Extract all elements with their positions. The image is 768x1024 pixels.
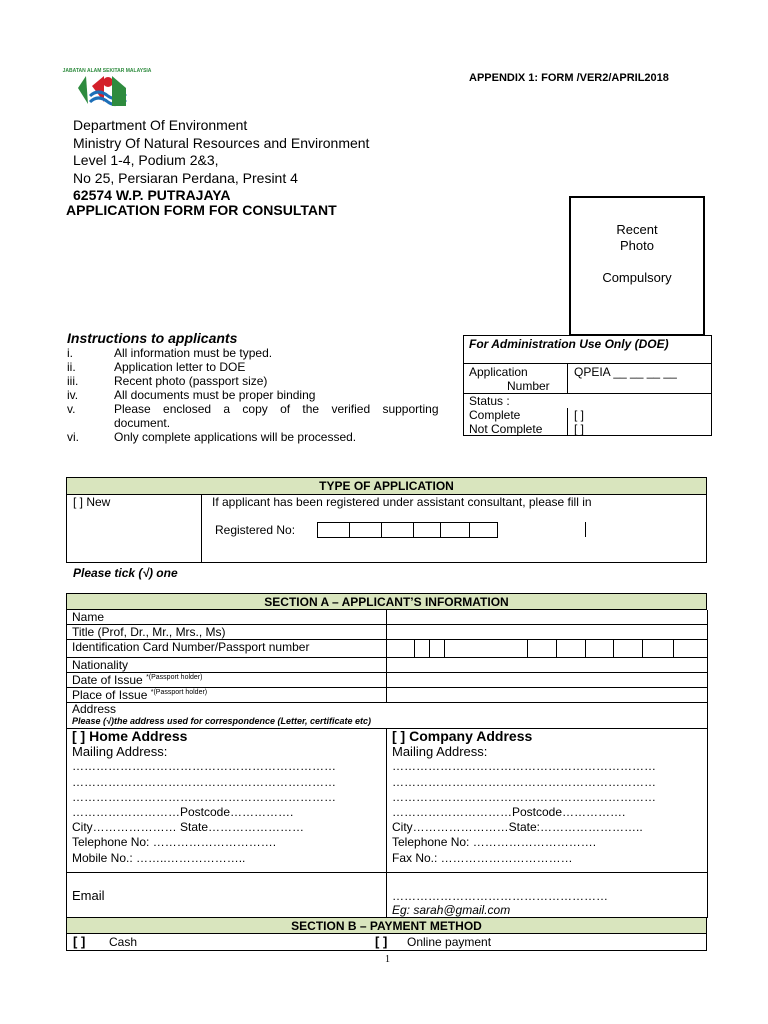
registered-no-field[interactable] (317, 522, 498, 538)
ic-label: Identification Card Number/Passport number (67, 640, 387, 658)
instructions-title: Instructions to applicants (67, 330, 238, 346)
company-address-checkbox[interactable]: [ ] Company Address (392, 728, 533, 744)
section-b (66, 917, 707, 951)
text-cursor (585, 522, 586, 537)
type-of-application-box (66, 477, 707, 563)
email-example: Eg: sarah@gmail.com (392, 903, 511, 917)
title-input[interactable] (387, 625, 708, 640)
title-label: Title (Prof, Dr., Mr., Mrs., Ms) (67, 625, 387, 640)
applicant-info-table (66, 610, 708, 918)
company-mailing-line[interactable]: ………………………………………………………… (392, 789, 656, 804)
email-label: Email (67, 873, 387, 918)
home-address-checkbox[interactable]: [ ] Home Address (72, 728, 188, 744)
email-input[interactable]: ……………………………………………… (392, 889, 608, 903)
registered-instruction: If applicant has been registered under assistant consultant, please fill in (212, 495, 592, 509)
address-label: Address (72, 702, 117, 716)
doe-logo (62, 58, 152, 114)
cash-checkbox[interactable]: [ ] (73, 934, 86, 949)
home-mailing-line[interactable]: ………………………………………………………… (72, 759, 336, 774)
new-application-option[interactable]: [ ] New (73, 495, 111, 509)
section-a-header: SECTION A – APPLICANT’S INFORMATION (66, 593, 707, 610)
home-postcode[interactable]: ………………………Postcode……………. (72, 805, 294, 820)
home-mailing-line[interactable]: ………………………………………………………… (72, 774, 336, 789)
address-row (67, 703, 708, 729)
nationality-input[interactable] (387, 658, 708, 673)
status-label: Status : (469, 394, 510, 408)
company-mailing-line[interactable]: ………………………………………………………… (392, 774, 656, 789)
passport-holder-note: *(Passport holder) (146, 674, 203, 681)
company-fax[interactable]: Fax No.: …………………………… (392, 850, 573, 865)
page-number: 1 (385, 954, 390, 965)
not-complete-label: Not Complete (469, 422, 543, 436)
complete-checkbox[interactable]: [ ] (574, 408, 585, 422)
admin-box (463, 335, 712, 436)
cash-label: Cash (109, 935, 138, 949)
company-address-cell (387, 729, 708, 873)
company-city-state[interactable]: City……………………State:…………………….. (392, 820, 643, 835)
photo-box (569, 196, 705, 336)
tick-note: Please tick (√) one (73, 566, 178, 580)
date-of-issue-input[interactable] (387, 673, 708, 688)
form-title: APPLICATION FORM FOR CONSULTANT (66, 202, 337, 218)
address-note: Please (√)the address used for correspondence (Letter, certificate etc) (72, 716, 372, 726)
application-number-value: QPEIA __ __ __ __ (574, 365, 677, 379)
admin-title: For Administration Use Only (DOE) (469, 337, 669, 351)
online-payment-label: Online payment (407, 935, 492, 949)
place-of-issue-input[interactable] (387, 688, 708, 703)
home-address-cell (67, 729, 387, 873)
home-mailing-line[interactable]: ………………………………………………………… (72, 789, 336, 804)
ic-input[interactable] (387, 640, 708, 658)
not-complete-checkbox[interactable]: [ ] (574, 422, 585, 436)
date-of-issue-label: Date of Issue $^{*(Passport holder)}$ (67, 673, 387, 688)
section-a (66, 593, 707, 918)
svg-text:JABATAN ALAM SEKITAR MALAYSIA: JABATAN ALAM SEKITAR MALAYSIA (62, 68, 152, 74)
home-telephone[interactable]: Telephone No: …………………………. (72, 835, 277, 850)
list-item-continuation: document. (114, 416, 171, 430)
address-city: 62574 W.P. PUTRAJAYA (73, 187, 231, 203)
instructions-list: i. All information must be typed. ii. Application letter to DOE iii. Recent photo (passport size) iv. All documents must be proper binding v. Please enclosed a copy of the verified supporting document. vi. Only complete applications will be processed. (67, 346, 439, 444)
application-number-label: Application Number (469, 365, 550, 393)
company-postcode[interactable]: …………………………Postcode……………. (392, 805, 626, 820)
company-mailing-line[interactable]: ………………………………………………………… (392, 759, 656, 774)
place-of-issue-label: Place of Issue $^{*(Passport holder)}$ (67, 688, 387, 703)
home-mailing-label: Mailing Address: (72, 744, 168, 760)
name-input[interactable] (387, 610, 708, 625)
complete-label: Complete (469, 408, 521, 422)
address-line: No 25, Persiaran Perdana, Presint 4 (73, 169, 298, 186)
company-telephone[interactable]: Telephone No: …………………………. (392, 835, 597, 850)
company-mailing-label: Mailing Address: (392, 744, 488, 760)
appendix-label: APPENDIX 1: FORM /VER2/APRIL2018 (469, 72, 669, 84)
payment-row (66, 934, 707, 951)
email-cell (387, 873, 708, 918)
address-line: Level 1-4, Podium 2&3, (73, 152, 219, 168)
nationality-label: Nationality (67, 658, 387, 673)
photo-label: Recent (616, 222, 658, 237)
online-payment-checkbox[interactable]: [ ] (375, 934, 388, 949)
photo-compulsory: Compulsory (602, 270, 672, 285)
photo-label: Photo (620, 238, 654, 253)
address-line: Department Of Environment (73, 117, 248, 133)
type-of-application-header: TYPE OF APPLICATION (67, 478, 706, 495)
name-label: Name (67, 610, 387, 625)
home-mobile[interactable]: Mobile No.: ……..……………….. (72, 850, 246, 865)
registered-no-label: Registered No: (215, 523, 296, 537)
address-line: Ministry Of Natural Resources and Environment (73, 134, 370, 151)
address-block (73, 117, 369, 205)
home-city-state[interactable]: City………………… State…………………… (72, 820, 305, 835)
section-b-header: SECTION B – PAYMENT METHOD (66, 917, 707, 934)
passport-holder-note: *(Passport holder) (150, 689, 208, 696)
